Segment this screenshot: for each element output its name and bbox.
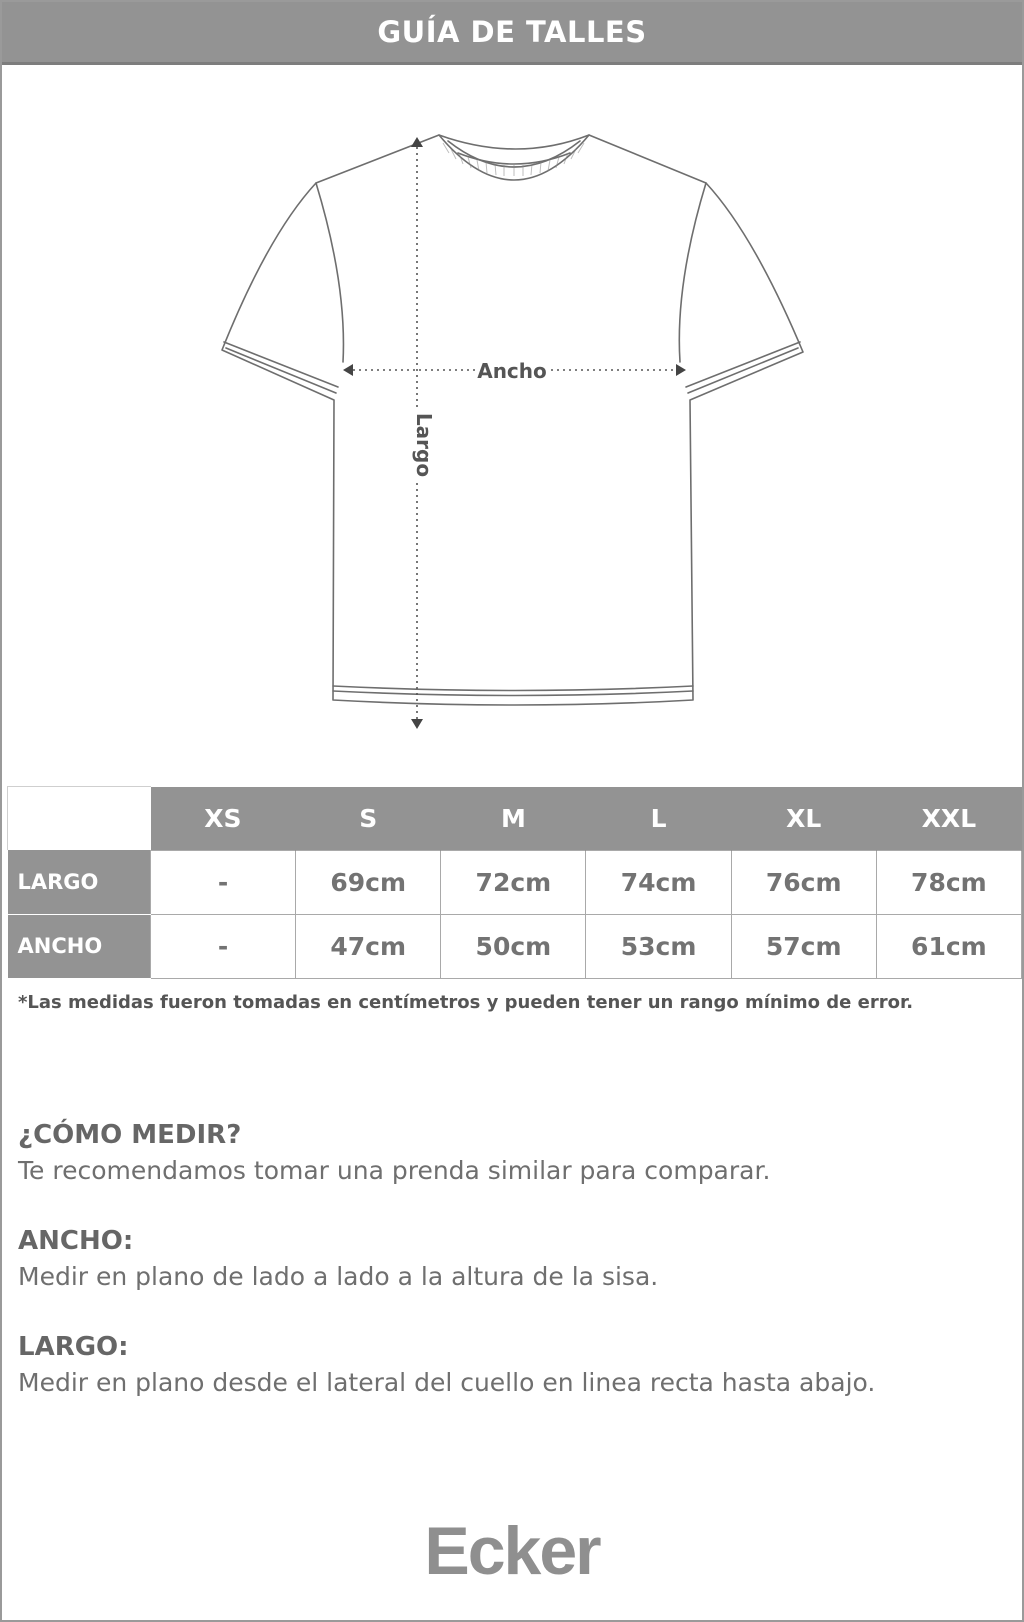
table-cell: 47cm [296, 914, 441, 978]
table-cell: 57cm [731, 914, 876, 978]
table-cell: - [151, 850, 296, 914]
size-header-row [8, 787, 1022, 851]
arrow-left-icon [343, 364, 353, 376]
ancho-label: Ancho [477, 359, 547, 383]
table-cell: 69cm [296, 850, 441, 914]
ancho-text: Medir en plano de lado a lado a la altura de la sisa. [18, 1262, 659, 1291]
how-to-measure-section [18, 1117, 1008, 1435]
howto-ancho-block [18, 1223, 1008, 1295]
table-cell: 72cm [441, 850, 586, 914]
howto-title: ¿CÓMO MEDIR? [18, 1120, 242, 1150]
hem-line-1 [333, 686, 693, 691]
size-header-xl: XL [731, 787, 876, 851]
size-header-xxl: XXL [876, 787, 1021, 851]
table-cell: 61cm [876, 914, 1021, 978]
sleeve-seam-left [316, 183, 343, 362]
brand-logo: Ecker [424, 1513, 600, 1589]
howto-largo-block [18, 1329, 1008, 1401]
largo-text: Medir en plano desde el lateral del cuello en linea recta hasta abajo. [18, 1368, 876, 1397]
sleeve-seam-right [679, 183, 706, 362]
size-table [7, 786, 1022, 979]
measurement-note: *Las medidas fueron tomadas en centímetros y pueden tener un rango mínimo de error. [18, 992, 914, 1013]
arrow-right-icon [676, 364, 686, 376]
size-header-xs: XS [151, 787, 296, 851]
table-cell: 50cm [441, 914, 586, 978]
size-header-m: M [441, 787, 586, 851]
arrow-down-icon [411, 719, 423, 729]
row-label-ancho: ANCHO [8, 914, 151, 978]
tshirt-outline [222, 135, 803, 705]
table-corner [8, 787, 151, 851]
hem-line-2 [333, 691, 693, 696]
table-cell: - [151, 914, 296, 978]
row-label-largo: LARGO [8, 850, 151, 914]
measure-arrows [343, 137, 686, 729]
header-bar [2, 2, 1022, 65]
page-title: GUÍA DE TALLES [377, 15, 647, 49]
table-cell: 74cm [586, 850, 731, 914]
ancho-title: ANCHO: [18, 1226, 134, 1256]
tshirt-diagram [2, 65, 1022, 785]
table-row [8, 914, 1022, 978]
howto-intro: Te recomendamos tomar una prenda similar para comparar. [18, 1156, 771, 1185]
largo-label: Largo [412, 412, 436, 478]
size-header-l: L [586, 787, 731, 851]
howto-intro-block [18, 1117, 1008, 1189]
tshirt-illustration [2, 65, 1022, 785]
table-row [8, 850, 1022, 914]
table-cell: 78cm [876, 850, 1021, 914]
size-header-s: S [296, 787, 441, 851]
table-cell: 53cm [586, 914, 731, 978]
table-cell: 76cm [731, 850, 876, 914]
largo-title: LARGO: [18, 1332, 129, 1362]
